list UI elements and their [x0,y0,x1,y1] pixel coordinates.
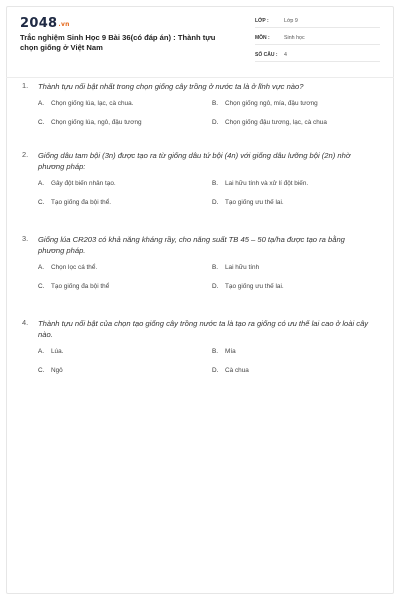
option-letter: A. [38,264,45,271]
option-text: Chọn lọc cá thể. [51,264,98,271]
meta-row-count [255,49,380,62]
option-text: Lai hữu tính [225,264,260,271]
option-text: Lúa. [51,348,64,355]
option-letter: A. [38,100,45,107]
answer-option-d[interactable] [212,199,362,207]
meta-value: Lớp 9 [284,18,298,24]
option-text: Tạo giống đa bội thể. [51,199,112,206]
answer-option-c[interactable] [38,283,212,291]
option-text: Tạo giống ưu thế lai. [225,199,284,206]
meta-value: 4 [284,52,287,58]
answer-option-b[interactable] [212,348,362,356]
option-text: Chọn giống lúa, ngô, đậu tương [51,119,142,126]
option-letter: D. [212,283,219,290]
option-letter: B. [212,264,219,271]
option-letter: C. [38,367,45,374]
option-text: Chọn giống đậu tương, lạc, cà chua [225,119,327,126]
answer-option-d[interactable] [212,119,362,127]
answer-option-c[interactable] [38,367,212,375]
option-text: Cà chua [225,367,249,374]
logo-tld: .vn [58,21,70,28]
option-letter: C. [38,283,45,290]
option-text: Ngô [51,367,63,374]
option-letter: B. [212,348,219,355]
header [20,12,380,72]
question-number: 1. [22,81,29,90]
answer-options [38,100,372,127]
answer-option-b[interactable] [212,100,362,108]
question-number: 4. [22,318,29,327]
option-text: Lai hữu tính và xử lí đột biến. [225,180,309,187]
answer-options [38,180,372,207]
question-4 [22,318,372,375]
question-number: 3. [22,234,29,243]
answer-option-d[interactable] [212,367,362,375]
option-letter: D. [212,199,219,206]
logo-text: 2048 [20,16,58,31]
option-letter: B. [212,100,219,107]
meta-row-subject [255,32,380,45]
question-2 [22,150,372,207]
option-text: Chọn giống lúa, lạc, cà chua. [51,100,134,107]
option-letter: D. [212,367,219,374]
meta-label: SỐ CÂU : [255,52,278,58]
option-text: Tạo giống đa bội thể [51,283,110,290]
option-letter: C. [38,119,45,126]
page-title: Trắc nghiệm Sinh Học 9 Bài 36(có đáp án) : Thành tựu chọn giống ở Việt Nam [20,33,216,52]
question-header [22,150,372,172]
meta-row-class [255,15,380,28]
question-number: 2. [22,150,29,159]
answer-option-b[interactable] [212,180,362,188]
question-header [22,318,372,340]
option-letter: B. [212,180,219,187]
meta-label: LỚP : [255,18,269,24]
question-text: Giống dâu tam bội (3n) được tạo ra từ giống dâu tứ bội (4n) với giống dâu lưỡng bội (2n) nhờ phương pháp: [38,151,351,171]
answer-option-b[interactable] [212,264,362,272]
option-letter: D. [212,119,219,126]
answer-option-c[interactable] [38,199,212,207]
option-letter: A. [38,348,45,355]
option-letter: A. [38,180,45,187]
question-header [22,81,372,92]
option-text: Gây đột biến nhân tạo. [51,180,116,187]
question-3 [22,234,372,291]
answer-options [38,264,372,291]
meta-label: MÔN : [255,35,270,41]
option-text: Tạo giống ưu thế lai. [225,283,284,290]
answer-option-a[interactable] [38,264,212,272]
answer-option-a[interactable] [38,348,212,356]
question-header [22,234,372,256]
meta-table [255,15,380,66]
question-1 [22,81,372,127]
answer-option-a[interactable] [38,180,212,188]
meta-value: Sinh học [284,35,305,41]
header-divider [6,77,394,78]
question-text: Thành tựu nổi bật của chọn tạo giống cây trồng nước ta là tạo ra giống có ưu thế lai cao ở loài cây nào. [38,319,369,339]
option-text: Chọn giống ngô, mía, đậu tương [225,100,318,107]
question-text: Thành tựu nổi bật nhất trong chọn giống cây trồng ở nước ta là ở lĩnh vực nào? [38,82,304,91]
answer-option-a[interactable] [38,100,212,108]
option-letter: C. [38,199,45,206]
site-logo[interactable] [20,16,70,31]
answer-option-d[interactable] [212,283,362,291]
option-text: Mía [225,348,236,355]
answer-options [38,348,372,375]
answer-option-c[interactable] [38,119,212,127]
question-text: Giống lúa CR203 có khả năng kháng rầy, cho năng suất TB 45 – 50 tạ/ha được tạo ra bằng phương pháp. [38,235,345,255]
